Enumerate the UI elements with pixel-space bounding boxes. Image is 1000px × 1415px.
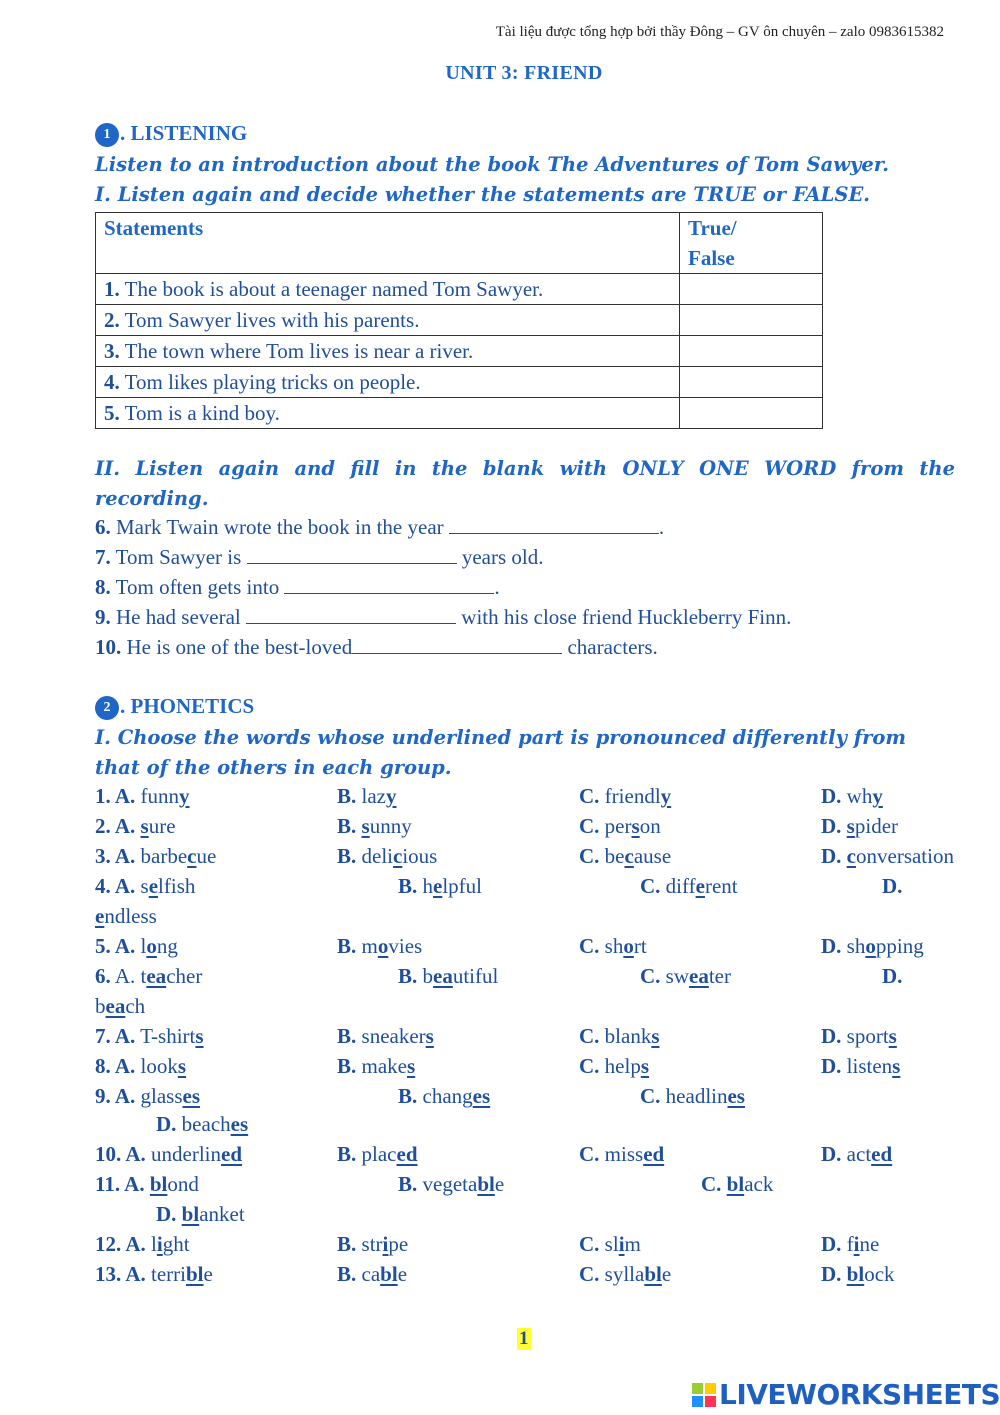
answer-cell[interactable] [680, 336, 823, 367]
phonetics-question-2 [95, 814, 995, 844]
phonetics-question-10 [95, 1142, 995, 1172]
option-a[interactable]: 9. A. glasses [95, 1084, 201, 1108]
option-a[interactable]: 8. A. looks [95, 1054, 187, 1078]
option-d[interactable]: beach [95, 994, 146, 1018]
phonetics-heading-text: . PHONETICS [120, 694, 255, 718]
phonetics-question-5 [95, 934, 995, 964]
phonetics-question-6 [95, 964, 995, 994]
liveworksheets-logo [692, 1378, 1000, 1411]
option-b[interactable]: B. makes [337, 1054, 416, 1078]
listening-heading [95, 121, 247, 147]
option-a[interactable]: 4. A. selfish [95, 874, 196, 898]
statement-cell: 5. Tom is a kind boy. [96, 398, 680, 429]
answer-blank[interactable] [449, 515, 659, 534]
option-a[interactable]: 6. A. teacher [95, 964, 203, 988]
phonetics-question-9 [95, 1084, 995, 1114]
table-row [96, 336, 823, 367]
phonetics-question-11-wrap [95, 1202, 995, 1232]
phonetics-question-4 [95, 874, 995, 904]
true-false-table [95, 212, 823, 429]
option-d[interactable]: D. beaches [156, 1112, 249, 1136]
fill-question-9: 9. He had several with his close friend Huckleberry Finn. [95, 605, 792, 629]
option-a[interactable]: 5. A. long [95, 934, 178, 958]
table-row [96, 367, 823, 398]
fill-question-8: 8. Tom often gets into . [95, 575, 500, 599]
answer-cell[interactable] [680, 305, 823, 336]
true-false-header: True/ False [680, 213, 823, 274]
option-c[interactable]: C. different [640, 874, 738, 898]
option-c[interactable]: C. headlines [640, 1084, 745, 1108]
option-b[interactable]: B. sunny [337, 814, 412, 838]
option-b[interactable]: B. sneakers [337, 1024, 434, 1048]
option-c[interactable]: C. short [579, 934, 647, 958]
listening-heading-text: . LISTENING [120, 121, 248, 145]
option-d-label: D. [882, 964, 903, 988]
option-b[interactable]: B. lazy [337, 784, 397, 808]
answer-blank[interactable] [247, 545, 457, 564]
option-d[interactable]: D. sports [821, 1024, 897, 1048]
option-b[interactable]: B. changes [398, 1084, 491, 1108]
option-a[interactable]: 1. A. funny [95, 784, 190, 808]
option-d[interactable]: D. shopping [821, 934, 924, 958]
answer-cell[interactable] [680, 398, 823, 429]
table-row [96, 398, 823, 429]
phonetics-instruction: I. Choose the words whose underlined part is pronounced differently from that of the others in each group. [95, 726, 907, 779]
option-a[interactable]: 3. A. barbecue [95, 844, 217, 868]
option-b[interactable]: B. stripe [337, 1232, 409, 1256]
page-number: 1 [519, 1328, 529, 1349]
fill-question-7: 7. Tom Sawyer is years old. [95, 545, 544, 569]
option-d[interactable]: D. listens [821, 1054, 901, 1078]
answer-blank[interactable] [352, 635, 562, 654]
option-a[interactable]: 12. A. light [95, 1232, 190, 1256]
table-row [96, 305, 823, 336]
option-a[interactable]: 11. A. blond [95, 1172, 199, 1196]
option-d[interactable]: D. fine [821, 1232, 880, 1256]
phonetics-question-7 [95, 1024, 995, 1054]
phonetics-question-8 [95, 1054, 995, 1084]
section-number-badge: 1 [95, 123, 119, 147]
option-b[interactable]: B. helpful [398, 874, 483, 898]
phonetics-question-1 [95, 784, 995, 814]
option-b[interactable]: B. delicious [337, 844, 438, 868]
option-c[interactable]: C. slim [579, 1232, 641, 1256]
statement-cell: 3. The town where Tom lives is near a river. [96, 336, 680, 367]
answer-cell[interactable] [680, 367, 823, 398]
option-c[interactable]: C. missed [579, 1142, 665, 1166]
option-d[interactable]: D. blanket [156, 1202, 245, 1226]
option-c[interactable]: C. person [579, 814, 661, 838]
option-a[interactable]: 13. A. terrible [95, 1262, 213, 1286]
fill-question-10: 10. He is one of the best-loved characters. [95, 635, 658, 659]
option-a[interactable]: 10. A. underlined [95, 1142, 242, 1166]
phonetics-question-3 [95, 844, 995, 874]
option-c[interactable]: C. blanks [579, 1024, 660, 1048]
statements-header: Statements [96, 213, 680, 274]
option-a[interactable]: 7. A. T-shirts [95, 1024, 204, 1048]
unit-title: UNIT 3: FRIEND [445, 62, 603, 84]
statement-cell: 1. The book is about a teenager named Tom Sawyer. [96, 274, 680, 305]
statement-cell: 2. Tom Sawyer lives with his parents. [96, 305, 680, 336]
header-note: Tài liệu được tổng hợp bởi thầy Đông – GV ôn chuyên – zalo 0983615382 [495, 24, 944, 40]
phonetics-question-13 [95, 1262, 995, 1292]
phonetics-question-12 [95, 1232, 995, 1262]
option-d[interactable]: D. acted [821, 1142, 893, 1166]
option-c[interactable]: C. black [701, 1172, 774, 1196]
option-c[interactable]: C. because [579, 844, 672, 868]
answer-blank[interactable] [284, 575, 494, 594]
listening-part2-instruction: II. Listen again and fill in the blank with ONLY ONE WORD from the recording. [95, 457, 955, 510]
option-b[interactable]: B. cable [337, 1262, 408, 1286]
statement-cell: 4. Tom likes playing tricks on people. [96, 367, 680, 398]
answer-cell[interactable] [680, 274, 823, 305]
phonetics-question-4-wrap [95, 904, 995, 934]
phonetics-heading [95, 694, 254, 720]
option-d[interactable]: endless [95, 904, 157, 928]
table-header-row [96, 213, 823, 274]
logo-blocks-icon [692, 1383, 716, 1407]
phonetics-question-11 [95, 1172, 995, 1202]
section-number-badge: 2 [95, 696, 119, 720]
phonetics-question-6-wrap [95, 994, 995, 1024]
option-d[interactable]: D. spider [821, 814, 899, 838]
option-d[interactable]: D. why [821, 784, 883, 808]
logo-text: LIVEWORKSHEETS [719, 1378, 1000, 1411]
listening-intro: Listen to an introduction about the book The Adventures of Tom Sawyer. [95, 153, 889, 176]
answer-blank[interactable] [246, 605, 456, 624]
option-d[interactable]: D. block [821, 1262, 895, 1286]
listening-part1-instruction: I. Listen again and decide whether the statements are TRUE or FALSE. [95, 183, 871, 206]
option-a[interactable]: 2. A. sure [95, 814, 176, 838]
option-d-label: D. [882, 874, 903, 898]
option-b[interactable]: B. placed [337, 1142, 418, 1166]
option-c[interactable]: C. syllable [579, 1262, 672, 1286]
option-c[interactable]: C. sweater [640, 964, 731, 988]
option-b[interactable]: B. beautiful [398, 964, 499, 988]
option-b[interactable]: B. vegetable [398, 1172, 505, 1196]
table-row [96, 274, 823, 305]
phonetics-question-9-wrap [95, 1112, 995, 1142]
option-b[interactable]: B. movies [337, 934, 423, 958]
fill-question-6: 6. Mark Twain wrote the book in the year . [95, 515, 665, 539]
option-d[interactable]: D. conversation [821, 844, 954, 868]
option-c[interactable]: C. helps [579, 1054, 650, 1078]
option-c[interactable]: C. friendly [579, 784, 672, 808]
